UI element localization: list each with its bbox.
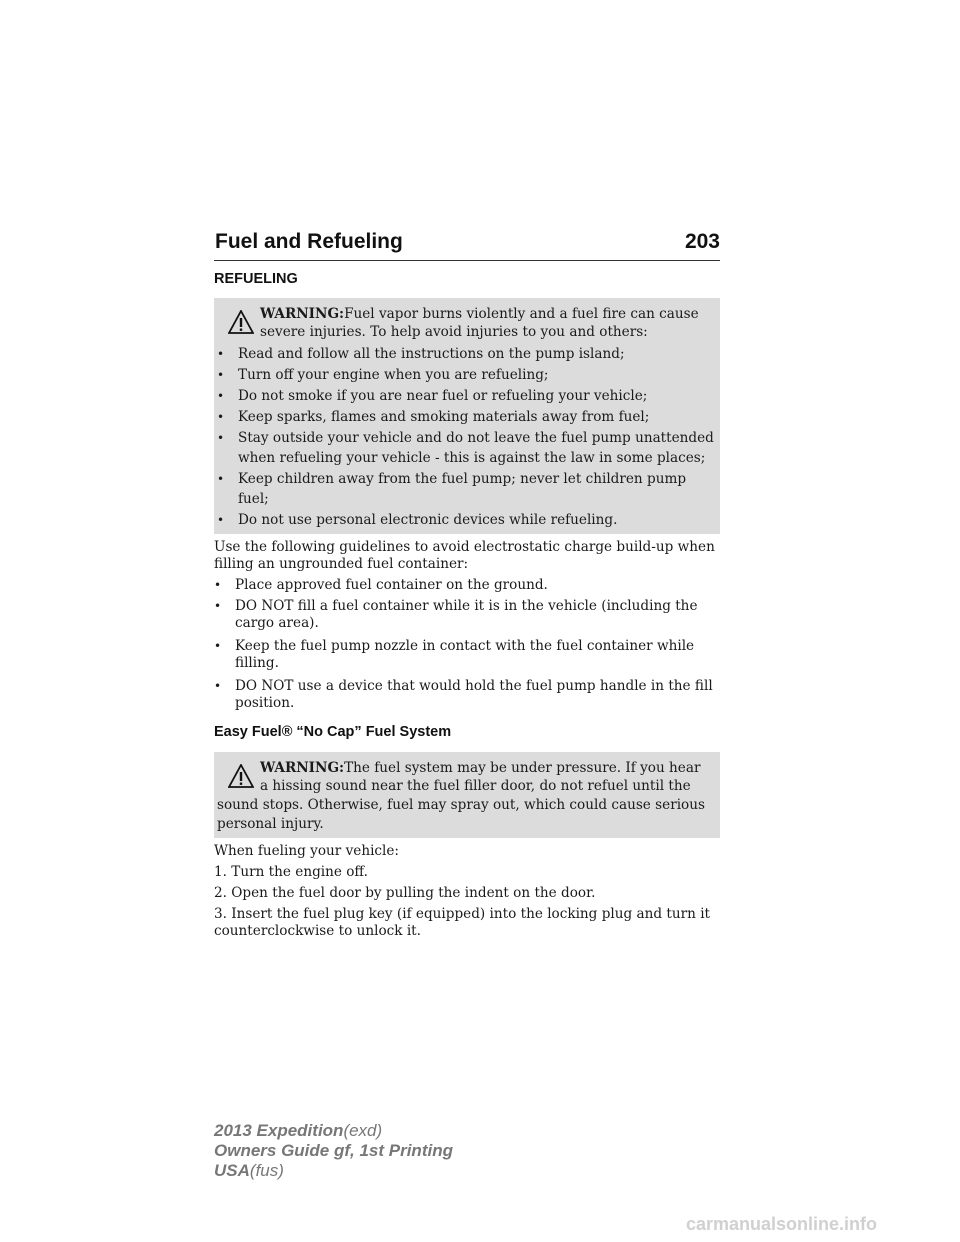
warning-text: severe injuries. To help avoid injuries to you and others: <box>260 324 648 340</box>
warning-text: The fuel system may be under pressure. If you hear <box>344 760 701 776</box>
warning-label: WARNING: <box>260 760 345 776</box>
page-header <box>214 228 720 261</box>
footer-printing-line: Owners Guide gf, 1st Printing <box>214 1141 453 1160</box>
warning-triangle-icon <box>228 310 254 334</box>
step-continuation: counterclockwise to unlock it. <box>214 923 421 939</box>
warning-box <box>214 752 720 838</box>
section-heading-refueling: REFUELING <box>214 271 298 287</box>
step: 1. Turn the engine off. <box>214 864 368 880</box>
warning-text: a hissing sound near the fuel filler door, do not refuel until the <box>260 778 691 794</box>
warning-text: personal injury. <box>217 816 324 832</box>
warning-line <box>260 760 700 777</box>
warning-text: sound stops. Otherwise, fuel may spray out, which could cause serious <box>217 797 705 813</box>
warning-triangle-icon <box>228 764 254 788</box>
step: 2. Open the fuel door by pulling the indent on the door. <box>214 885 596 901</box>
watermark: carmanualsonline.info <box>686 1214 878 1234</box>
warning-label: WARNING: <box>260 306 345 322</box>
footer-model-line: 2013 Expedition(exd) <box>214 1121 383 1140</box>
step: 3. Insert the fuel plug key (if equipped) into the locking plug and turn it <box>214 906 711 922</box>
warning-box: WARNING:Fuel vapor burns violently and a fuel fire can cause severe injuries. To help avoid injuries to you and others: • Read and follow all the instructions on the pump island; • Turn off your engine when you are refueling; • Do not smoke if you are near fuel or refueling your vehicle; • Keep sparks, flames and smoking materials away from fuel; • Stay outside your vehicle and do not leave the fuel pump unattended when refueling your vehicle - this is against the law in some places; • Keep children away from the fuel pump; never let children pump fuel; • Do not use personal electronic devices while refueling. <box>214 298 720 534</box>
paragraph: Use the following guidelines to avoid electrostatic charge build-up when filling an ungrounded fuel container: <box>214 539 715 572</box>
footer-region-line: USA(fus) <box>214 1161 284 1180</box>
warning-line <box>260 306 699 323</box>
page-title: Fuel and Refueling <box>215 230 403 253</box>
page-number: 203 <box>684 230 720 253</box>
paragraph: When fueling your vehicle: <box>214 843 400 859</box>
section-heading-easy-fuel: Easy Fuel® “No Cap” Fuel System <box>214 724 452 740</box>
warning-text: Fuel vapor burns violently and a fuel fire can cause <box>344 306 699 322</box>
